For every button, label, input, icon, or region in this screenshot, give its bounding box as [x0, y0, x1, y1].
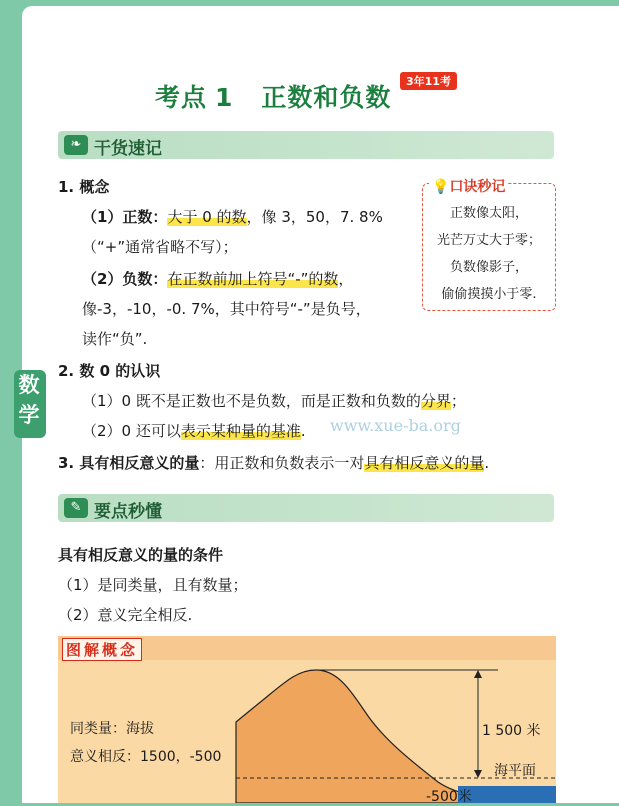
opposite-meaning-label: 意义相反：1500，-500: [70, 749, 222, 765]
mnemonic-line: 负数像影子，: [449, 260, 528, 275]
mnemonic-line: 光芒万丈大于零；: [436, 233, 541, 248]
watermark: www.xue-ba.org: [330, 416, 461, 435]
mnemonic-line: 偷偷摸摸小于零.: [441, 287, 537, 302]
section-header-key-points: ✎ 要点秒懂: [58, 494, 554, 522]
conditions-heading: 具有相反意义的量的条件: [58, 546, 224, 564]
book-icon: ✎: [64, 498, 88, 518]
zero-item-1: （1）0 既不是正数也不是负数，而是正数和负数的分界；: [82, 392, 466, 410]
concept-heading: 1. 概念: [58, 178, 110, 196]
depth-label: -500米: [426, 789, 472, 805]
page-title: 考点 1 正数和负数: [155, 83, 392, 112]
negative-definition: （2）负数：在正数前加上符号“-”的数，: [82, 270, 354, 288]
illustration-panel: [58, 636, 556, 803]
same-kind-label: 同类量：海拔: [70, 721, 154, 737]
positive-definition: （1）正数：大于 0 的数，像 3，50，7. 8%: [82, 208, 383, 226]
exam-frequency-badge: 3年11考: [400, 72, 457, 90]
opposite-quantities: 3. 具有相反意义的量：用正数和负数表示一对具有相反意义的量.: [58, 454, 490, 472]
negative-example: 像-3，-10，-0. 7%，其中符号“-”是负号，: [82, 300, 371, 318]
zero-item-2: （2）0 还可以表示某种量的基准.: [82, 422, 306, 440]
mnemonic-line: 正数像太阳，: [449, 206, 528, 221]
sea-level-label: 海平面: [494, 763, 536, 779]
sea-water: [458, 786, 556, 803]
mnemonic-box: [422, 179, 556, 311]
height-label: 1 500 米: [482, 723, 541, 739]
subject-tab: 数学: [14, 370, 46, 438]
section-header-quick-notes: ❧ 干货速记: [58, 131, 554, 159]
illustration-header: 图解概念: [62, 638, 142, 661]
positive-note: （“+”通常省略不写）；: [82, 238, 238, 256]
mountain-shape: [236, 670, 478, 803]
condition-1: （1）是同类量，且有数量；: [58, 576, 248, 594]
zero-heading: 2. 数 0 的认识: [58, 362, 161, 380]
leaf-icon: ❧: [64, 135, 88, 155]
mnemonic-title: 💡口诀秒记: [429, 176, 508, 196]
negative-reading: 读作“负”.: [82, 330, 148, 348]
condition-2: （2）意义完全相反.: [58, 606, 193, 624]
